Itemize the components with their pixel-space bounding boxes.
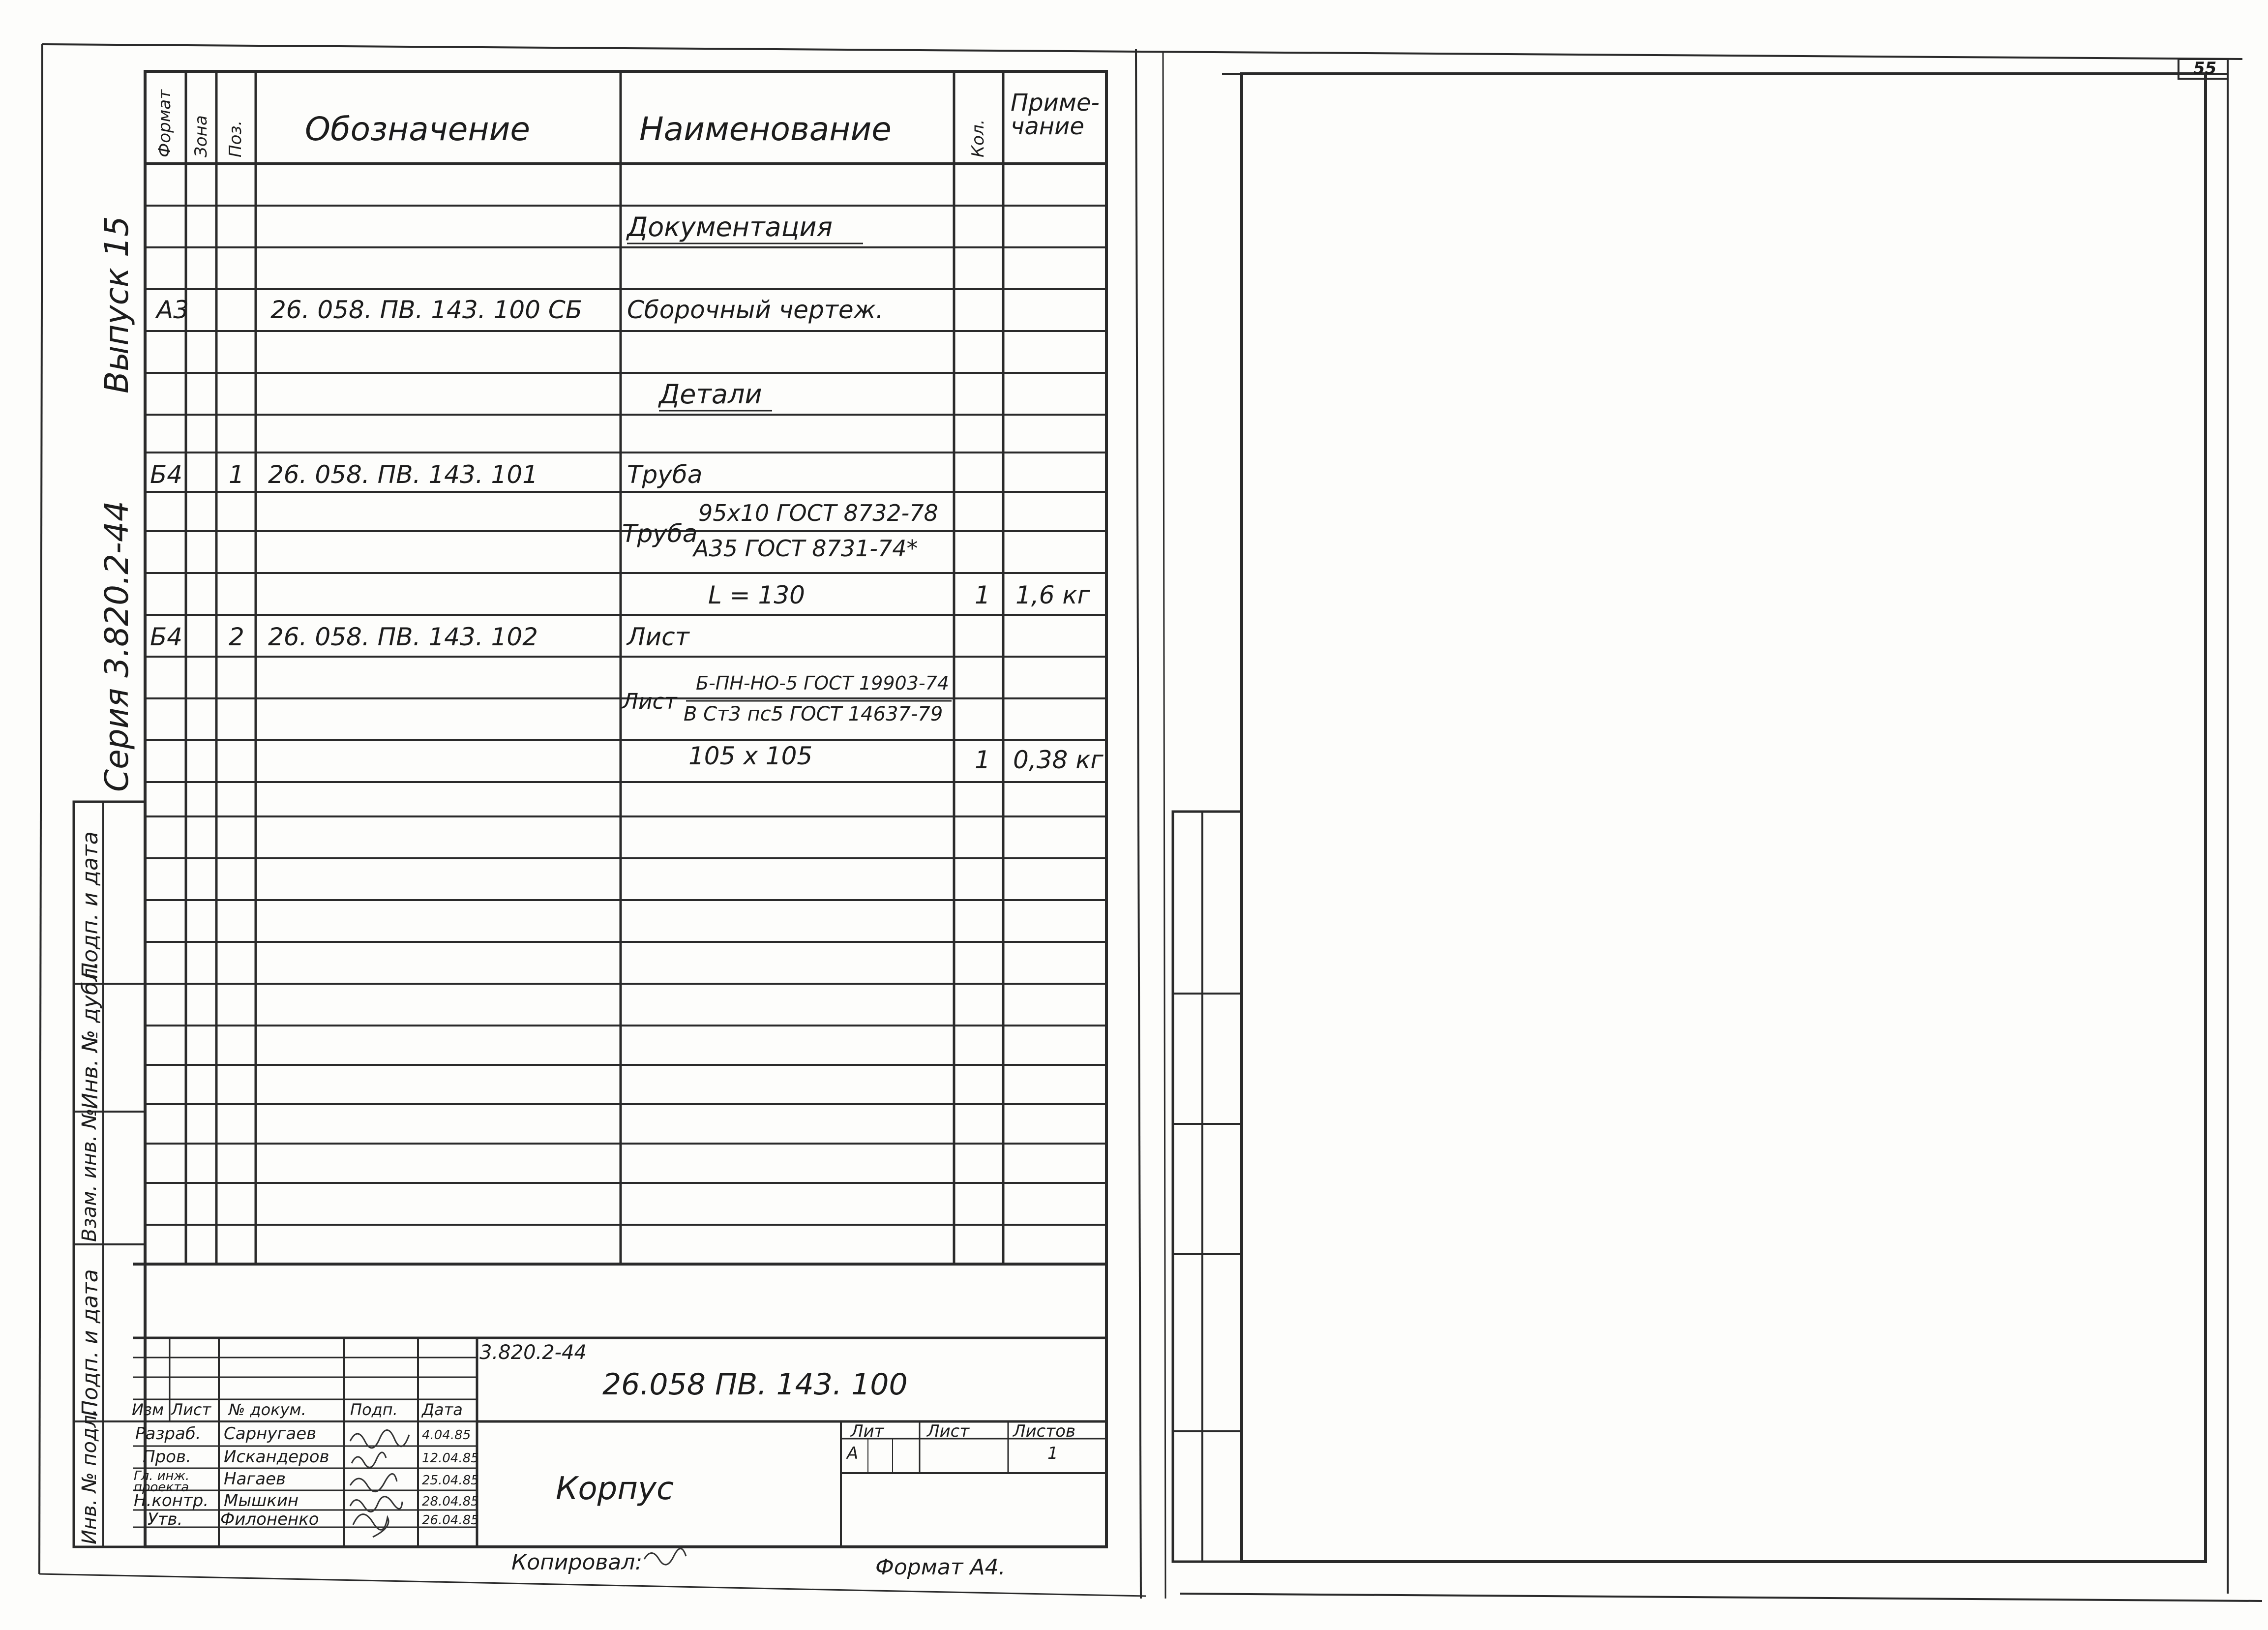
row-sheet-designation: 26. 058. ПВ. 143. 102 [268,623,538,651]
staff-name-0: Сарнугаев [224,1424,317,1444]
sheets-value: 1 [1047,1444,1058,1463]
row-pipe-mass: 1,6 кг [1015,581,1090,609]
row-pipe-pos: 1 [229,460,244,489]
header-pos: Поз. [226,120,245,157]
col-sign: Подп. [350,1400,398,1419]
row-sheet-material-name: Лист [622,689,677,714]
header-name: Наименование [639,110,892,148]
row-sheet-pos: 2 [229,623,244,651]
staff-role-4: Утв. [148,1509,183,1529]
side-sign-date-2: Подп. и дата [78,1269,103,1417]
row-details-name: Детали [659,379,762,410]
col-izm: Изм [132,1400,164,1419]
signature-mark [352,1452,386,1467]
signature-mark [350,1430,409,1448]
col-doc-no: № докум. [229,1400,306,1419]
pipe-fraction-numerator: 95x10 ГОСТ 8732-78 [698,500,938,526]
col-date: Дата [422,1400,463,1419]
row-sheet-size: 105 x 105 [688,742,813,770]
copied-label: Копировал: [511,1550,643,1575]
sheet-fraction-numerator: Б-ПН-НО-5 ГОСТ 19903-74 [696,672,949,694]
issue-label: Выпуск 15 [98,216,136,393]
staff-date-1: 12.04.85 [422,1451,479,1466]
side-inv-dubl: Инв. № дубл. [78,961,103,1109]
lit-label: Лит [851,1421,884,1441]
row-pipe-name: Труба [627,460,703,489]
staff-date-3: 28.04.85 [422,1494,479,1509]
row-sheet-name: Лист [627,623,689,651]
row-sheet-format: Б4 [150,623,183,651]
side-sign-date-1: Подп. и дата [78,831,103,979]
row-pipe-format: Б4 [150,460,183,489]
pipe-fraction-denominator: А35 ГОСТ 8731-74* [693,535,918,562]
page-number: 55 [2193,59,2217,78]
signature-mark [644,1549,686,1565]
staff-date-4: 26.04.85 [422,1513,479,1528]
staff-role-1: Пров. [143,1447,191,1467]
staff-role-0: Разраб. [135,1424,201,1444]
header-zone: Зона [191,115,211,157]
part-name: Корпус [556,1471,674,1507]
staff-role-3: Н.контр. [134,1491,209,1510]
row-pipe-designation: 26. 058. ПВ. 143. 101 [268,460,538,489]
row-sheet-qty: 1 [975,746,990,774]
header-note: Приме-чание [1011,89,1100,140]
header-format: Формат [155,90,175,157]
staff-name-3: Мышкин [224,1491,299,1510]
lit-value: А [847,1444,859,1463]
signature-mark [350,1497,402,1512]
signature-mark [350,1474,397,1491]
staff-date-2: 25.04.85 [422,1473,479,1488]
staff-name-2: Нагаев [224,1469,286,1489]
row-pipe-length: L = 130 [708,581,805,609]
side-vzam-inv: Взам. инв. № [78,1108,101,1242]
row-assembly-format: А3 [156,296,189,324]
staff-name-4: Филоненко [220,1509,319,1529]
row-assembly-name: Сборочный чертеж. [627,296,884,324]
row-documentation-name: Документация [627,211,833,242]
row-assembly-designation: 26. 058. ПВ. 143. 100 СБ [270,296,583,324]
row-pipe-material-name: Труба [622,519,698,548]
header-qty: Кол. [968,119,988,157]
row-sheet-mass: 0,38 кг [1013,746,1104,774]
series-code: 3.820.2-44 [479,1341,587,1364]
side-inv-podl: Инв. № подл. [78,1409,101,1544]
format-label: Формат А4. [875,1555,1006,1580]
sheet-fraction-denominator: В Ст3 пс5 ГОСТ 14637-79 [684,703,943,725]
staff-name-1: Искандеров [224,1447,329,1467]
sheets-label: Листов [1013,1421,1076,1441]
signature-mark [353,1514,388,1537]
row-pipe-qty: 1 [975,581,990,609]
document-code: 26.058 ПВ. 143. 100 [602,1367,908,1402]
sheet-label: Лист [927,1421,970,1441]
staff-date-0: 4.04.85 [422,1428,471,1443]
header-designation: Обозначение [305,110,530,148]
col-list: Лист [171,1400,211,1419]
series-label: Серия 3.820.2-44 [98,501,136,792]
staff-role-2: Гл. инж. проекта [134,1469,190,1495]
